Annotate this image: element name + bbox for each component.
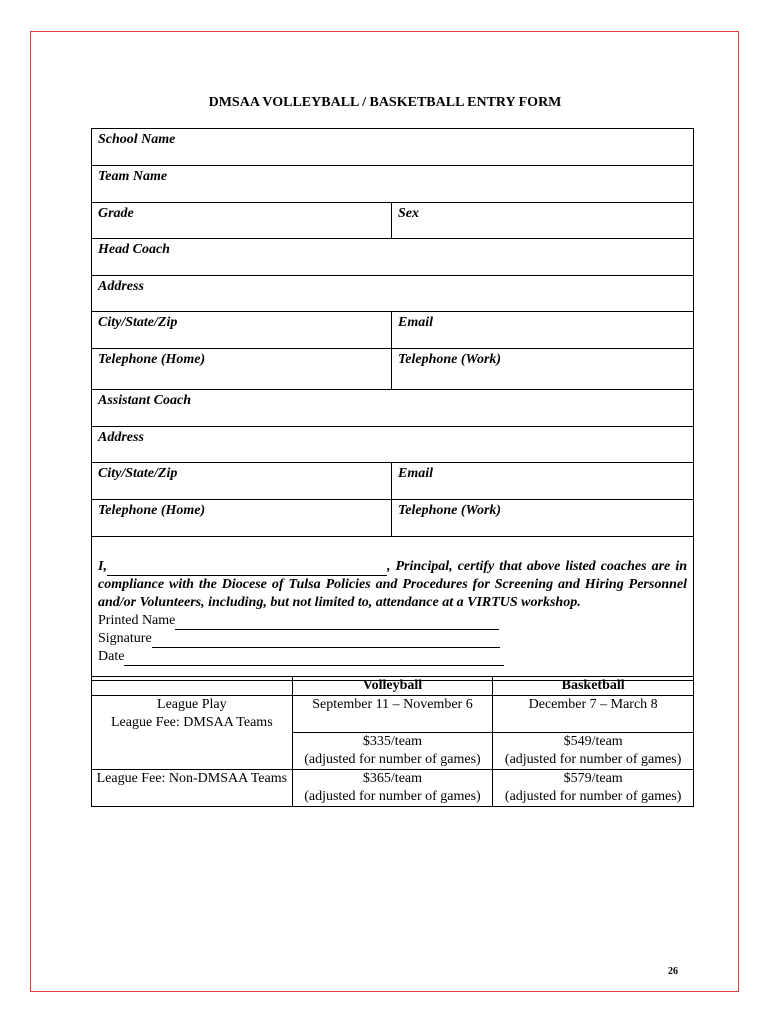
hc-email-field[interactable]: Email <box>398 315 434 330</box>
signature-line <box>98 630 687 648</box>
hc-address-field[interactable]: Address <box>98 279 144 294</box>
principal-name-blank[interactable] <box>107 562 387 576</box>
cert-prefix: I, <box>98 559 107 574</box>
fee-table <box>91 676 694 807</box>
entry-form-table <box>91 128 694 681</box>
bb-dmsaa-note: (adjusted for number of games) <box>504 751 682 767</box>
ac-city-email-row <box>92 463 693 500</box>
hc-tel-home-field[interactable]: Telephone (Home) <box>92 349 392 389</box>
fee-dmsaa-row <box>92 732 694 769</box>
date-line <box>98 648 687 666</box>
printed-name-blank[interactable] <box>175 615 499 630</box>
signature-label: Signature <box>98 631 152 646</box>
head-coach-field[interactable]: Head Coach <box>98 242 170 257</box>
basketball-non-dmsaa-fee <box>493 769 694 806</box>
certification-block <box>92 537 693 680</box>
date-label: Date <box>98 649 125 664</box>
grade-field[interactable]: Grade <box>92 203 392 238</box>
sex-field[interactable]: Sex <box>398 206 419 221</box>
hc-city-email-row <box>92 312 693 349</box>
school-name-row <box>92 129 693 166</box>
volleyball-non-dmsaa-fee <box>292 769 493 806</box>
vb-dmsaa-amount: $335/team <box>362 733 423 749</box>
cert-text: , Principal, certify that above listed coaches are in compliance with the Diocese of Tulsa Policies and Procedures for Screening and Hiring Personnel and/or Volunteers, including, but not limited to, attendance at a VIRTUS workshop. <box>98 559 687 610</box>
league-play-text: League Play <box>157 697 227 712</box>
hc-address-row <box>92 276 693 312</box>
page-number: 26 <box>668 966 678 977</box>
vb-non-note: (adjusted for number of games) <box>304 788 481 804</box>
hc-telephone-row <box>92 349 693 390</box>
basketball-header: Basketball <box>493 677 694 696</box>
assistant-coach-field[interactable]: Assistant Coach <box>98 393 191 408</box>
ac-email-field[interactable]: Email <box>398 466 434 481</box>
vb-non-amount: $365/team <box>362 770 423 786</box>
volleyball-dmsaa-fee <box>292 732 493 769</box>
bb-non-amount: $579/team <box>563 770 623 786</box>
league-play-row <box>92 696 694 733</box>
signature-blank[interactable] <box>152 633 500 648</box>
team-name-field[interactable]: Team Name <box>98 169 168 184</box>
ac-tel-home-field[interactable]: Telephone (Home) <box>92 500 392 536</box>
bb-non-note: (adjusted for number of games) <box>504 788 682 804</box>
bb-dmsaa-amount: $549/team <box>563 733 623 749</box>
basketball-dmsaa-fee <box>493 732 694 769</box>
printed-name-line <box>98 612 687 630</box>
grade-sex-row <box>92 203 693 239</box>
head-coach-row <box>92 239 693 276</box>
fee-header-row <box>92 677 694 696</box>
hc-tel-work-field[interactable]: Telephone (Work) <box>398 352 502 367</box>
fee-non-dmsaa-row <box>92 769 694 806</box>
ac-telephone-row <box>92 500 693 537</box>
ac-city-field[interactable]: City/State/Zip <box>92 463 392 499</box>
fee-header-empty <box>92 677 293 696</box>
volleyball-header: Volleyball <box>292 677 493 696</box>
ac-address-row <box>92 427 693 463</box>
volleyball-dates: September 11 – November 6 <box>292 696 493 733</box>
certification-row <box>92 537 693 680</box>
vb-dmsaa-note: (adjusted for number of games) <box>304 751 481 767</box>
ac-address-field[interactable]: Address <box>98 430 144 445</box>
ac-tel-work-field[interactable]: Telephone (Work) <box>398 503 502 518</box>
form-title: DMSAA VOLLEYBALL / BASKETBALL ENTRY FORM <box>208 95 562 110</box>
basketball-dates: December 7 – March 8 <box>493 696 694 733</box>
league-play-label <box>92 696 293 733</box>
date-blank[interactable] <box>124 651 504 666</box>
fee-dmsaa-label: League Fee: DMSAA Teams <box>110 715 273 730</box>
certification-statement <box>98 558 687 612</box>
assistant-coach-row <box>92 390 693 427</box>
fee-dmsaa-spacer <box>92 732 293 769</box>
team-name-row <box>92 166 693 203</box>
school-name-field[interactable]: School Name <box>98 132 176 147</box>
fee-non-dmsaa-label: League Fee: Non-DMSAA Teams <box>92 769 293 806</box>
hc-city-field[interactable]: City/State/Zip <box>92 312 392 348</box>
printed-name-label: Printed Name <box>98 613 176 628</box>
